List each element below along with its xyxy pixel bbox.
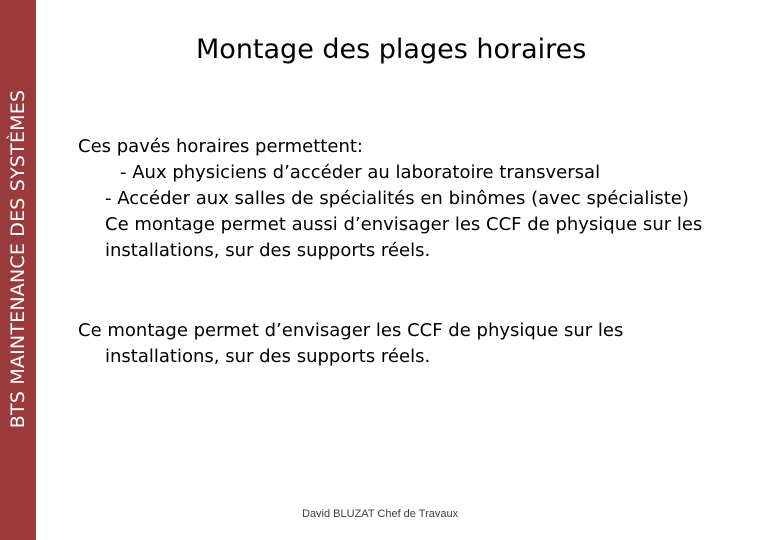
text-line: installations, sur des supports réels. bbox=[105, 240, 431, 261]
content-block-1 bbox=[78, 134, 702, 264]
footer-author: David BLUZAT Chef de Travaux bbox=[302, 508, 459, 520]
text-line: Ce montage permet d’envisager les CCF de physique sur les bbox=[78, 320, 624, 341]
sidebar-banner bbox=[0, 0, 36, 540]
sidebar-label: BTS MAINTENANCE DES SYSTÈMES bbox=[7, 89, 29, 429]
text-line: - Accéder aux salles de spécialités en binômes (avec spécialiste) bbox=[105, 188, 689, 209]
text-line: Ce montage permet aussi d’envisager les CCF de physique sur les bbox=[105, 214, 703, 235]
slide-title: Montage des plages horaires bbox=[196, 34, 587, 65]
text-line: installations, sur des supports réels. bbox=[105, 346, 431, 367]
text-line: Ces pavés horaires permettent: bbox=[78, 136, 363, 157]
text-line: - Aux physiciens d’accéder au laboratoire transversal bbox=[120, 162, 601, 183]
content-block-2 bbox=[78, 318, 623, 370]
